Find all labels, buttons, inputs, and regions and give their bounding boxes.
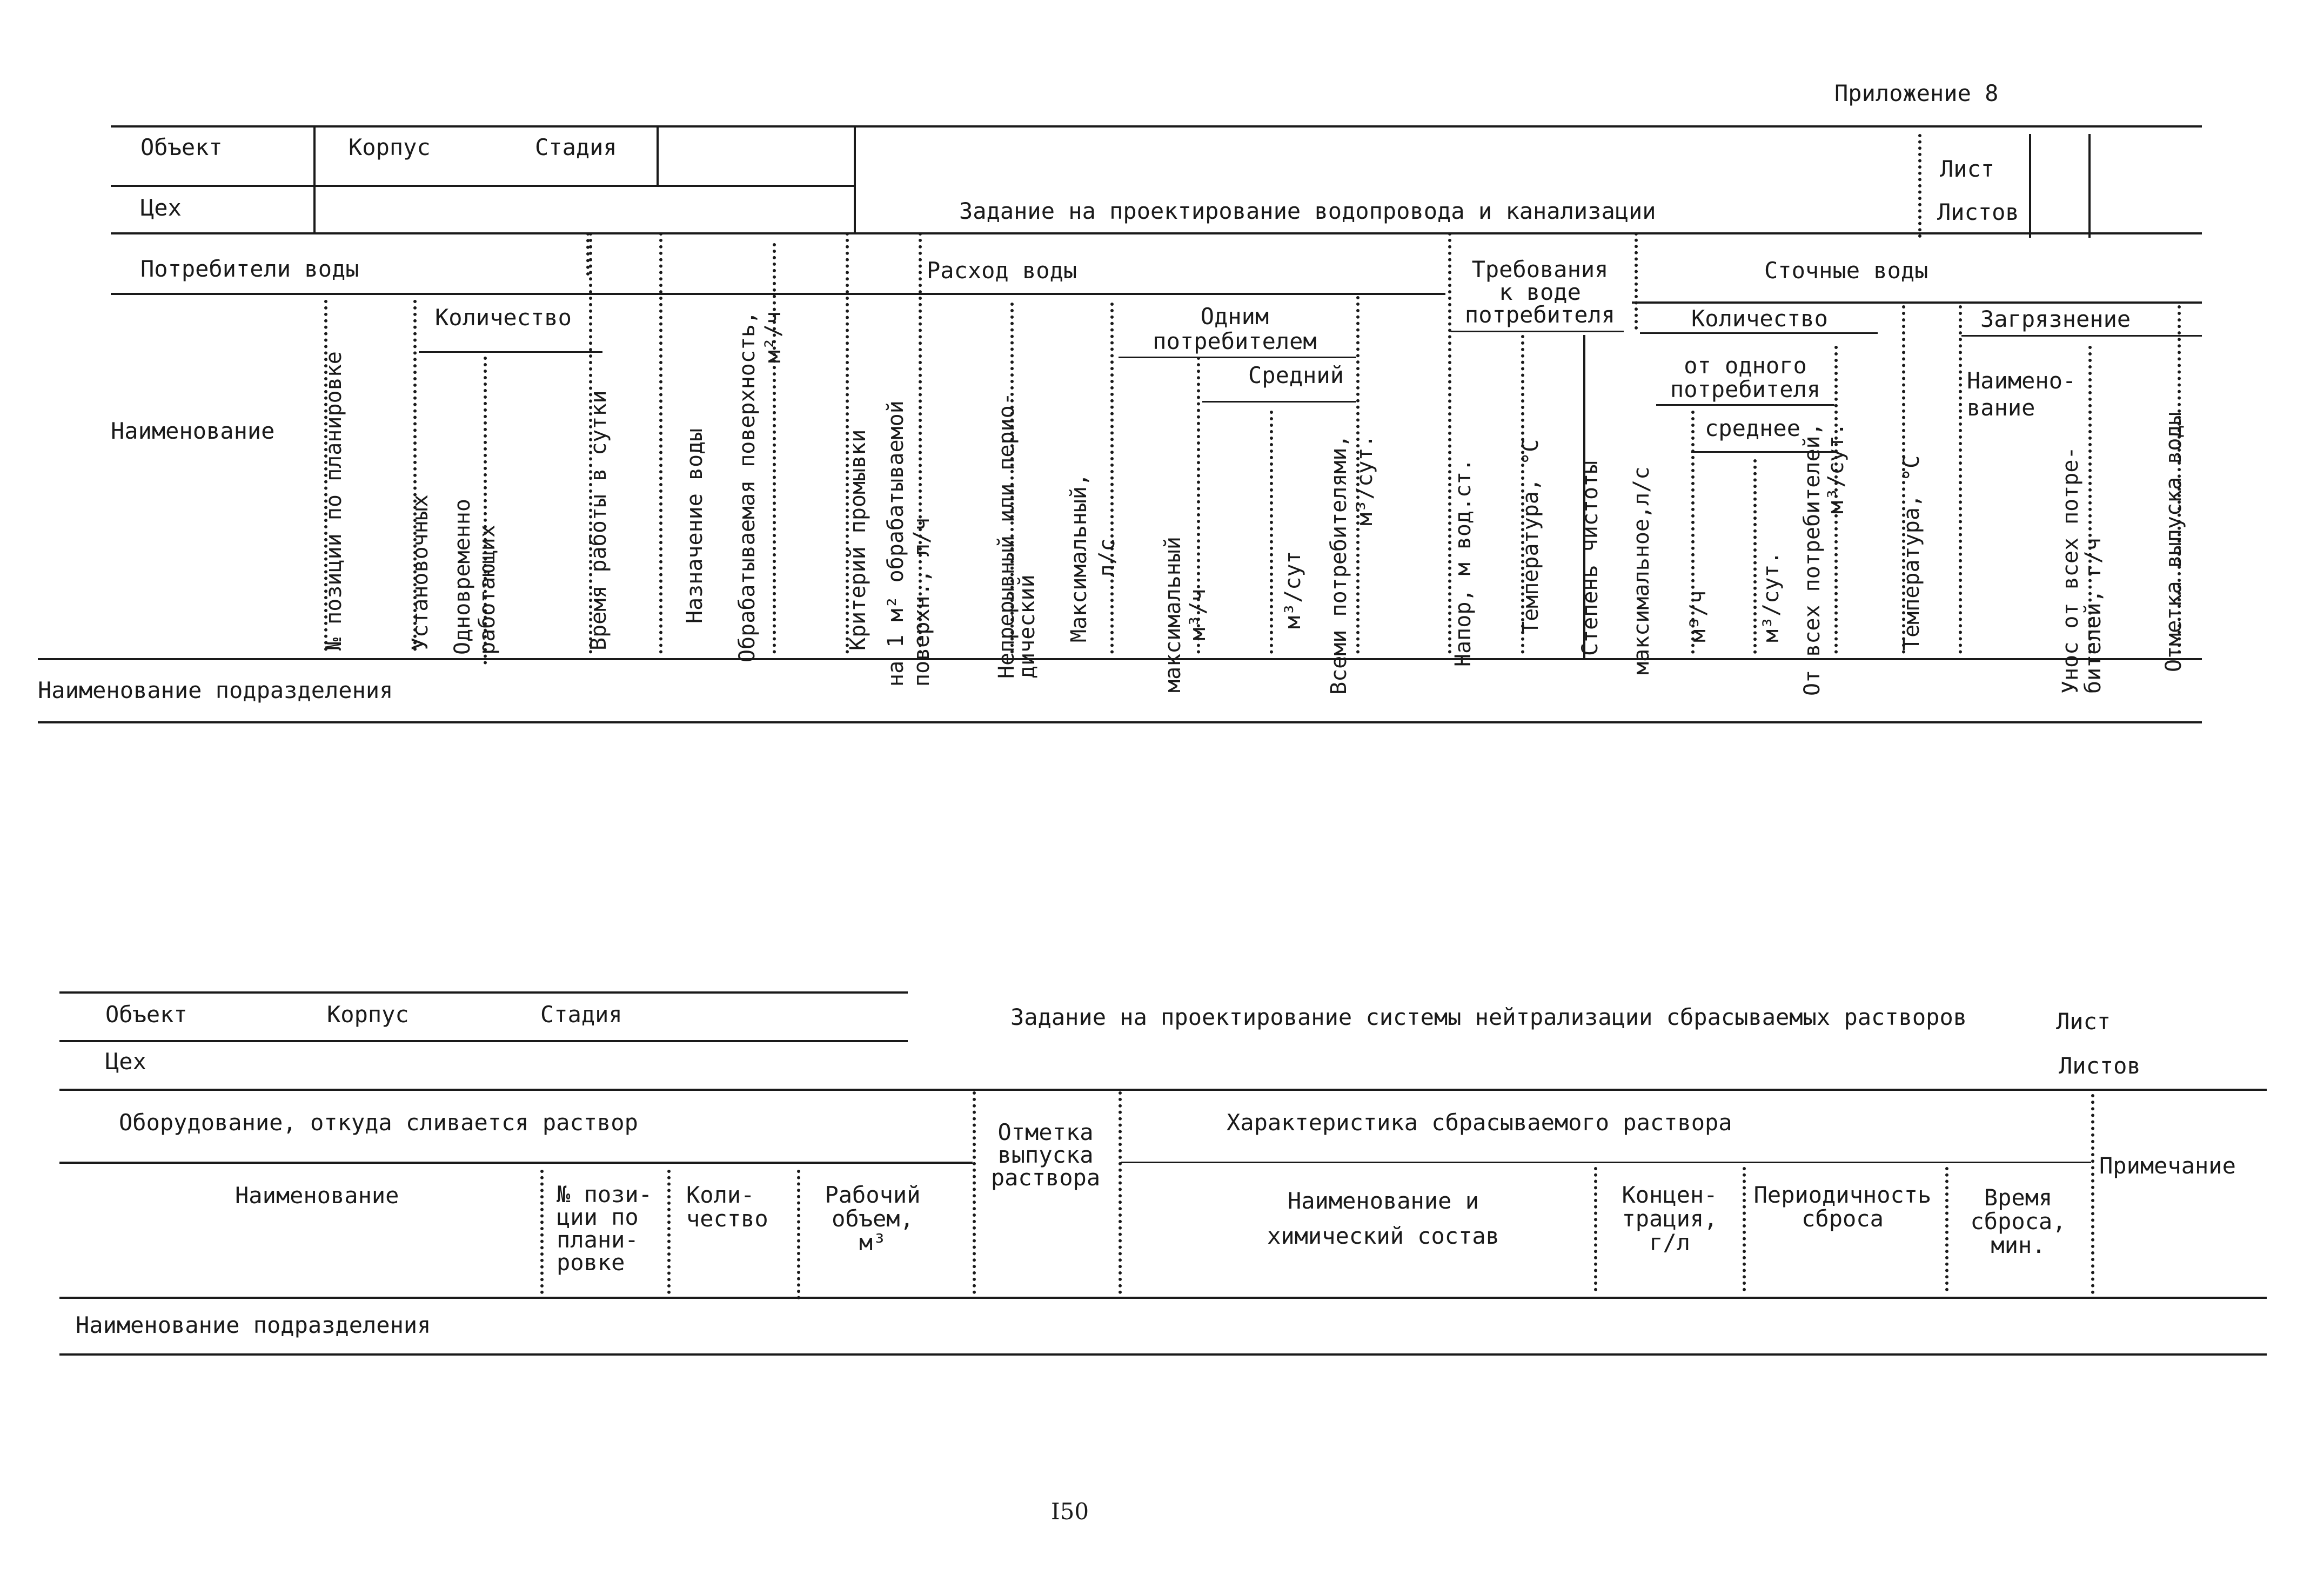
conc-line2: трация,	[1622, 1205, 1718, 1232]
rule	[111, 185, 854, 187]
dotted-divider	[1918, 134, 1921, 238]
quantity-header: Количество	[435, 304, 572, 331]
waste-header: Сточные воды	[1764, 257, 1928, 284]
rule	[59, 991, 908, 994]
col-m3-day: м³/сут	[1281, 551, 1305, 629]
col-max-ls-waste: максимальное,л/с	[1629, 466, 1654, 675]
char-header: Характеристика сбрасываемого раствора	[1227, 1109, 1732, 1136]
corpus-label: Корпус	[349, 134, 431, 160]
col-max-m3h-1: максимальный	[1161, 537, 1186, 693]
dotted-divider	[1945, 1167, 1948, 1291]
col-max-ls-1: Максимальный,	[1067, 473, 1091, 642]
col-continuous-1: Непрерывный или перио-	[994, 392, 1019, 679]
form-title: Задание на проектирование водопровода и канализации	[959, 198, 1656, 224]
rule	[419, 351, 602, 353]
poll-name-line2: вание	[1967, 394, 2035, 421]
col-m3h-waste: м³/ч	[1686, 590, 1711, 642]
requirements-line2: к воде	[1499, 279, 1581, 305]
col-max-ls	[1065, 473, 1121, 642]
avg-header: среднее	[1705, 415, 1801, 441]
col-wash-criterion: Критерий промывки	[846, 429, 870, 651]
col-per-m2-2: поверхн., л/ч	[909, 517, 934, 687]
conc-line3: г/л	[1649, 1229, 1690, 1256]
mark-line1: Отметка	[997, 1119, 1094, 1145]
mark-header	[975, 1121, 1116, 1189]
rule	[59, 1040, 908, 1042]
requirements-line1: Требования	[1471, 256, 1609, 283]
page-number: I50	[1051, 1498, 1089, 1525]
divider	[657, 125, 659, 185]
col-simultaneous-2: работающих	[475, 525, 500, 655]
pos-header	[557, 1183, 652, 1274]
col-pos-plan: № позиции по планировке	[322, 351, 346, 651]
appendix-label: Приложение 8	[1834, 80, 1999, 106]
sheet-label-2: Лист	[2056, 1008, 2111, 1035]
col-head: Напор, м вод.ст.	[1451, 458, 1476, 667]
divider	[313, 125, 316, 232]
col-temperature: Температура, °С	[1518, 439, 1543, 634]
rule	[59, 1297, 2267, 1299]
one-consumer-header	[1132, 304, 1337, 354]
dotted-divider	[540, 1170, 544, 1294]
rule	[1640, 332, 1878, 334]
col-all-consumers-1: Всеми потребителями,	[1327, 434, 1351, 695]
rule	[1202, 401, 1356, 403]
form-title-2: Задание на проектирование системы нейтрализации сбрасываемых растворов	[1010, 1004, 1967, 1030]
chem-line2: химический состав	[1267, 1223, 1499, 1250]
rule	[59, 1353, 2267, 1356]
col-waste-temp: Температура, °С	[1899, 455, 1924, 651]
pos-line1: № пози-	[557, 1181, 653, 1208]
col-from-all	[1800, 423, 1848, 696]
chem-line1: Наименование и	[1287, 1188, 1479, 1214]
object-label: Объект	[140, 134, 223, 160]
rule	[59, 1162, 973, 1164]
col-max-m3h	[1161, 537, 1210, 693]
shop-label: Цех	[140, 195, 182, 221]
note-header: Примечание	[2099, 1152, 2236, 1179]
stage-label: Стадия	[535, 134, 617, 160]
pollution-header: Загрязнение	[1980, 306, 2131, 332]
rule	[1451, 331, 1624, 332]
mark-line2: выпуска	[997, 1142, 1094, 1168]
dotted-divider	[1119, 1091, 1122, 1294]
time-line3: мин.	[1991, 1232, 2046, 1259]
pos-line4: ровке	[557, 1249, 625, 1276]
equipment-header: Оборудование, откуда сливается раствор	[119, 1109, 638, 1136]
volume-line2: объем,	[832, 1205, 914, 1232]
col-continuous	[994, 392, 1040, 679]
from-one-header	[1659, 354, 1832, 401]
poll-name-line1: Наимено-	[1967, 367, 2077, 394]
one-consumer-line1: Одним	[1200, 303, 1269, 330]
col-all-consumers-2: м³/сут.	[1352, 434, 1377, 526]
col-simultaneous-1: Одновременно	[450, 499, 475, 655]
mark-line3: раствора	[990, 1164, 1101, 1191]
waste-qty-header: Количество	[1691, 305, 1828, 332]
col-outlet-mark: Отметка выпуска воды	[2161, 412, 2186, 672]
dotted-divider	[797, 1170, 800, 1299]
col-per-m2	[883, 400, 935, 687]
requirements-line3: потребителя	[1464, 301, 1616, 328]
consumers-header: Потребители воды	[140, 256, 359, 282]
col-surface-1: Обрабатываемая поверхность,	[735, 311, 760, 662]
pos-line3: плани-	[557, 1226, 639, 1253]
dotted-divider	[1270, 411, 1273, 654]
average-header: Средний	[1248, 362, 1344, 388]
col-continuous-2: дический	[1015, 574, 1040, 679]
dotted-divider	[659, 232, 662, 654]
shop-label-2: Цех	[105, 1048, 146, 1075]
time-header	[1953, 1186, 2083, 1257]
name-header: Наименование	[111, 418, 275, 444]
col-carry-2: бителей, г/ч	[2081, 538, 2106, 694]
one-consumer-line2: потребителем	[1153, 328, 1317, 355]
stage-label-2: Стадия	[540, 1001, 622, 1028]
qty-line1: Коли-	[686, 1182, 755, 1208]
chem-header	[1248, 1183, 1518, 1253]
col-carry	[2059, 446, 2105, 694]
rule	[1656, 404, 1834, 406]
rule	[111, 125, 2202, 128]
dotted-divider	[586, 232, 590, 276]
divider	[2029, 134, 2031, 238]
col-max-ls-2: л/с	[1095, 538, 1120, 578]
subdivision-label-2: Наименование подразделения	[76, 1312, 431, 1338]
dotted-divider	[1959, 305, 1962, 654]
divider	[2088, 134, 2091, 238]
poll-name-header	[1967, 367, 2076, 422]
rule	[111, 293, 651, 295]
rule	[59, 1089, 2267, 1091]
time-line2: сброса,	[1970, 1208, 2066, 1235]
col-purity: Степень чистоты	[1578, 460, 1603, 656]
qty-header	[686, 1183, 768, 1231]
dotted-divider	[2091, 1094, 2094, 1294]
rule	[111, 232, 2202, 234]
rule	[1121, 1162, 2091, 1163]
name-header-2: Наименование	[235, 1182, 399, 1209]
period-line1: Периодичность	[1753, 1182, 1932, 1208]
corpus-label-2: Корпус	[327, 1001, 409, 1028]
volume-header	[811, 1183, 935, 1255]
period-line2: сброса	[1802, 1205, 1884, 1232]
col-per-m2-1: на 1 м² обрабатываемой	[883, 400, 908, 687]
col-purpose: Назначение воды	[682, 428, 707, 623]
col-all-consumers	[1326, 434, 1378, 695]
rule	[1119, 357, 1356, 358]
consumption-header: Расход воды	[927, 257, 1077, 284]
requirements-header	[1456, 258, 1624, 326]
divider	[854, 125, 856, 232]
sheets-label-2: Листов	[2059, 1052, 2141, 1079]
col-installed: Установочных	[408, 494, 433, 651]
subdivision-label: Наименование подразделения	[38, 677, 393, 703]
volume-line3: м³	[859, 1229, 887, 1256]
col-max-m3h-2: м³/ч	[1186, 588, 1210, 641]
sheet-label: Лист	[1940, 156, 1995, 182]
dotted-divider	[1635, 232, 1638, 330]
col-from-all-2: м³/сут.	[1824, 423, 1849, 514]
from-one-line1: от одного	[1684, 352, 1807, 379]
dotted-divider	[667, 1170, 671, 1294]
col-surface	[734, 311, 786, 662]
col-work-time: Время работы в сутки	[586, 390, 611, 651]
dotted-divider	[1753, 459, 1757, 654]
conc-header	[1602, 1183, 1737, 1255]
col-m3day-waste: м³/сут.	[1759, 551, 1784, 642]
col-from-all-1: От всех потребителей,	[1800, 423, 1825, 696]
qty-line2: чество	[686, 1205, 768, 1232]
rule	[651, 293, 1445, 295]
rule	[38, 721, 2202, 723]
sheets-label: Листов	[1937, 199, 2019, 225]
object-label-2: Объект	[105, 1001, 187, 1028]
period-header	[1748, 1183, 1937, 1231]
time-line1: Время	[1984, 1184, 2053, 1211]
conc-line1: Концен-	[1622, 1182, 1718, 1208]
dotted-divider	[1594, 1167, 1597, 1291]
col-simultaneous	[450, 499, 500, 655]
from-one-line2: потребителя	[1670, 376, 1821, 403]
rule	[38, 658, 2202, 660]
col-carry-1: Унос от всех потре-	[2058, 446, 2083, 694]
dotted-divider	[1743, 1167, 1746, 1291]
col-surface-2: м²/ч	[761, 311, 786, 364]
pos-line2: ции по	[557, 1204, 639, 1230]
rule	[1632, 301, 2202, 304]
volume-line1: Рабочий	[825, 1182, 921, 1208]
rule	[1961, 335, 2202, 337]
